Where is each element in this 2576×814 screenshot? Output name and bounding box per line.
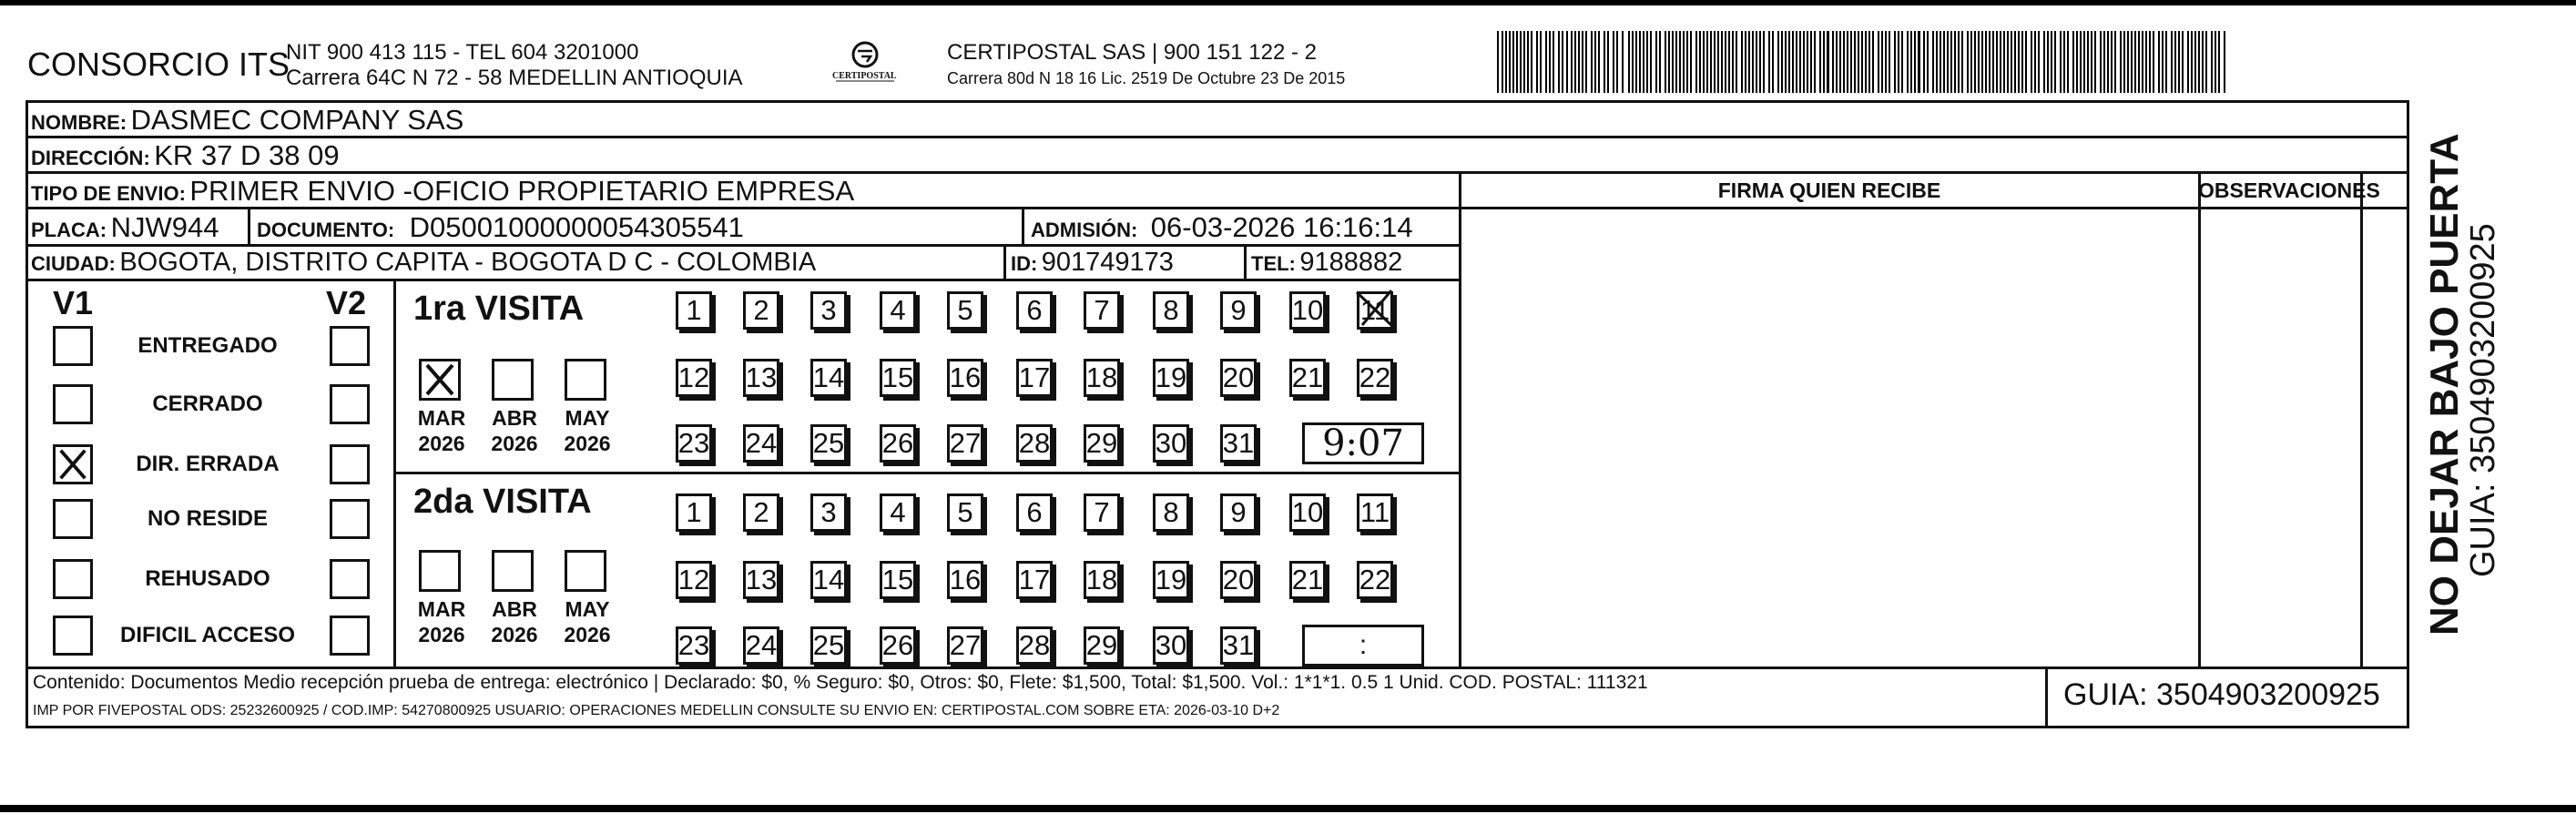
day-box[interactable]: 20 [1220,561,1257,599]
day-box[interactable]: 18 [1084,561,1120,599]
day-box[interactable]: 6 [1016,493,1053,532]
day-box[interactable]: 24 [743,626,779,665]
day-box[interactable]: 1 [676,493,712,532]
day-box[interactable]: 28 [1016,626,1053,665]
v1-checkbox[interactable] [53,444,93,484]
day-box[interactable]: 3 [810,493,847,532]
day-box[interactable]: 10 [1289,291,1326,330]
month-label: ABR [492,597,537,621]
admision-value: 06-03-2026 16:16:14 [1150,211,1413,243]
admision-label: ADMISIÓN: [1031,219,1138,241]
month-label: MAR [417,597,466,621]
visit2-title: 2da VISITA [413,483,592,521]
day-box[interactable]: 19 [1153,359,1189,397]
v2-checkbox[interactable] [330,384,370,424]
year-label: 2026 [564,623,611,646]
barcode [1497,31,2225,93]
day-box[interactable]: 5 [947,291,983,330]
month-checkbox[interactable] [565,359,606,401]
direccion-value: KR 37 D 38 09 [154,139,340,171]
ciudad-row [31,248,816,278]
observaciones-label: OBSERVACIONES [2198,178,2380,202]
day-box[interactable]: 4 [880,493,916,532]
visit-divider [393,472,1459,474]
tel-label: TEL: [1251,252,1296,275]
placa-row [31,211,219,244]
v2-checkbox[interactable] [330,326,370,366]
footer-imp: IMP POR FIVEPOSTAL ODS: 25232600925 / COD.IMP: 54270800925 USUARIO: OPERACIONES MEDELLIN CONSULTE SU ENVIO EN: CERTIPOSTAL.COM SOBRE ETA: 2026-03-10 D+2 [33,703,1280,718]
status-label: CERRADO [152,392,263,416]
nombre-label: NOMBRE: [31,111,127,134]
time-box[interactable]: 9:07 [1302,422,1424,464]
company-name: CONSORCIO ITS [27,46,290,83]
day-box[interactable]: 22 [1357,359,1393,397]
id-row [1011,248,1174,278]
documento-row [257,211,744,244]
col-divider-observaciones [2198,171,2201,667]
nombre-row [31,104,463,137]
direccion-label: DIRECCIÓN: [31,147,150,169]
month-checkbox[interactable] [492,359,534,401]
tipo-row [31,175,854,208]
day-box[interactable]: 8 [1153,493,1189,532]
month-label: MAY [565,406,610,430]
status-label: ENTREGADO [137,333,278,358]
day-box[interactable]: 5 [947,493,983,532]
certipostal-logo [830,38,900,93]
day-box[interactable]: 2 [743,291,779,330]
id-divider [1003,244,1006,279]
nombre-value: DASMEC COMPANY SAS [130,104,464,136]
ciudad-label: CIUDAD: [31,252,116,275]
day-box[interactable]: 16 [947,359,983,397]
placa-value: NJW944 [110,211,219,243]
firma-label: FIRMA QUIEN RECIBE [1717,178,1941,202]
day-box[interactable]: 18 [1084,359,1120,397]
day-box[interactable]: 12 [676,359,712,397]
time-box[interactable]: : [1302,625,1424,666]
day-box[interactable]: 19 [1153,561,1189,599]
v1-checkbox[interactable] [53,499,93,539]
id-label: ID: [1011,252,1038,275]
day-box[interactable]: 23 [676,626,712,665]
year-label: 2026 [491,623,538,646]
day-box[interactable]: 8 [1153,291,1189,330]
direccion-row [31,139,340,172]
day-box[interactable]: 11 [1357,493,1393,532]
placa-label: PLACA: [31,219,107,241]
v2-checkbox[interactable] [330,444,370,484]
day-box[interactable]: 15 [880,359,916,397]
v1-header: V1 [53,284,94,321]
year-label: 2026 [491,432,538,455]
day-box[interactable]: 2 [743,493,779,532]
day-box[interactable]: 9 [1220,493,1257,532]
admision-row [1031,211,1413,244]
footer-guia: GUIA: 3504903200925 [2063,677,2380,712]
footer-divider [25,666,2409,669]
day-box[interactable]: 25 [810,424,847,463]
tel-divider [1244,244,1247,279]
day-box[interactable]: 7 [1084,291,1120,330]
certipostal-line2: Carrera 80d N 18 16 Lic. 2519 De Octubre 23 De 2015 [947,69,1346,87]
day-box[interactable]: 3 [810,291,847,330]
day-box[interactable]: 17 [1016,561,1053,599]
footer-contenido: Contenido: Documentos Medio recepción prueba de entrega: electrónico | Declarado: $0, % Seguro: $0, Otros: $0, Flete: $1,500, Total: $1,500. Vol.: 1*1*1. 0.5 1 Unid. COD. POSTAL: 111321 [33,672,1648,693]
certipostal-line1: CERTIPOSTAL SAS | 900 151 122 - 2 [947,40,1317,65]
day-box[interactable]: 24 [743,424,779,463]
day-box[interactable]: 22 [1357,561,1393,599]
day-box[interactable]: 30 [1153,424,1189,463]
v2-checkbox[interactable] [330,616,370,656]
logo-caption: CERTIPOSTAL [832,71,897,81]
bottom-rule [0,805,2576,812]
day-box[interactable]: 26 [880,424,916,463]
day-box[interactable]: 29 [1084,424,1120,463]
month-label: MAY [565,597,610,621]
day-box[interactable]: 13 [743,359,779,397]
day-box[interactable]: 23 [676,424,712,463]
status-label: NO RESIDE [147,506,269,531]
v1-checkbox[interactable] [53,616,93,656]
month-checkbox[interactable] [419,550,461,592]
day-box[interactable]: 27 [947,424,983,463]
row-divider [25,171,2409,174]
v2-checkbox[interactable] [330,559,370,599]
firma-header [1459,178,2200,203]
nit-line: NIT 900 413 115 - TEL 604 3201000 [286,40,639,65]
placa-divider [248,207,250,244]
documento-value: D05001000000054305541 [409,211,744,243]
day-box[interactable]: 26 [880,626,916,665]
visit1-title: 1ra VISITA [413,290,585,328]
month-checkbox[interactable] [565,550,606,592]
month-checkbox[interactable] [492,550,534,592]
day-box[interactable]: 27 [947,626,983,665]
row-divider [25,279,1461,281]
v1-checkbox[interactable] [53,384,93,424]
day-box[interactable]: 6 [1016,291,1053,330]
v1-checkbox[interactable] [53,326,93,366]
v2-header: V2 [326,284,367,321]
day-box[interactable]: 16 [947,561,983,599]
day-box[interactable]: 14 [810,561,847,599]
top-rule [0,0,2576,5]
tipo-label: TIPO DE ENVIO: [31,182,186,205]
day-box[interactable]: 11 [1357,291,1393,330]
year-label: 2026 [418,432,465,455]
tel-row [1251,248,1402,278]
tel-value: 9188882 [1299,248,1403,277]
day-box[interactable]: 1 [676,291,712,330]
day-box[interactable]: 25 [810,626,847,665]
day-box[interactable]: 15 [880,561,916,599]
no-dejar-notice: NO DEJAR BAJO PUERTA [2422,133,2467,636]
observaciones-header [2198,178,2380,203]
day-box[interactable]: 9 [1220,291,1257,330]
day-box[interactable]: 4 [880,291,916,330]
day-box[interactable]: 31 [1220,626,1257,665]
month-label: ABR [492,406,537,430]
day-box[interactable]: 29 [1084,626,1120,665]
day-box[interactable]: 28 [1016,424,1053,463]
day-box[interactable]: 31 [1220,424,1257,463]
admision-divider [1022,207,1024,244]
year-label: 2026 [418,623,465,646]
day-box[interactable]: 14 [810,359,847,397]
status-label: DIR. ERRADA [136,452,280,476]
v2-checkbox[interactable] [330,499,370,539]
day-box[interactable]: 21 [1289,359,1326,397]
documento-label: DOCUMENTO: [257,219,395,241]
status-label: REHUSADO [145,566,270,591]
year-label: 2026 [564,432,611,455]
day-box[interactable]: 10 [1289,493,1326,532]
day-box[interactable]: 12 [676,561,712,599]
address-line: Carrera 64C N 72 - 58 MEDELLIN ANTIOQUIA [286,66,743,90]
col-divider-firma [1459,171,1461,667]
v1-checkbox[interactable] [53,559,93,599]
day-box[interactable]: 21 [1289,561,1326,599]
vertical-guia: GUIA: 3504903200925 [2464,223,2502,577]
col-divider-right [2360,171,2363,667]
day-box[interactable]: 20 [1220,359,1257,397]
month-checkbox[interactable] [419,359,461,401]
day-box[interactable]: 13 [743,561,779,599]
tipo-value: PRIMER ENVIO -OFICIO PROPIETARIO EMPRESA [189,175,855,207]
day-box[interactable]: 7 [1084,493,1120,532]
id-value: 901749173 [1041,248,1174,277]
footer-guia-divider [2045,666,2048,728]
day-box[interactable]: 17 [1016,359,1053,397]
ciudad-value: BOGOTA, DISTRITO CAPITA - BOGOTA D C - COLOMBIA [119,248,817,277]
month-label: MAR [417,406,466,430]
status-label: DIFICIL ACCESO [119,623,295,647]
day-box[interactable]: 30 [1153,626,1189,665]
